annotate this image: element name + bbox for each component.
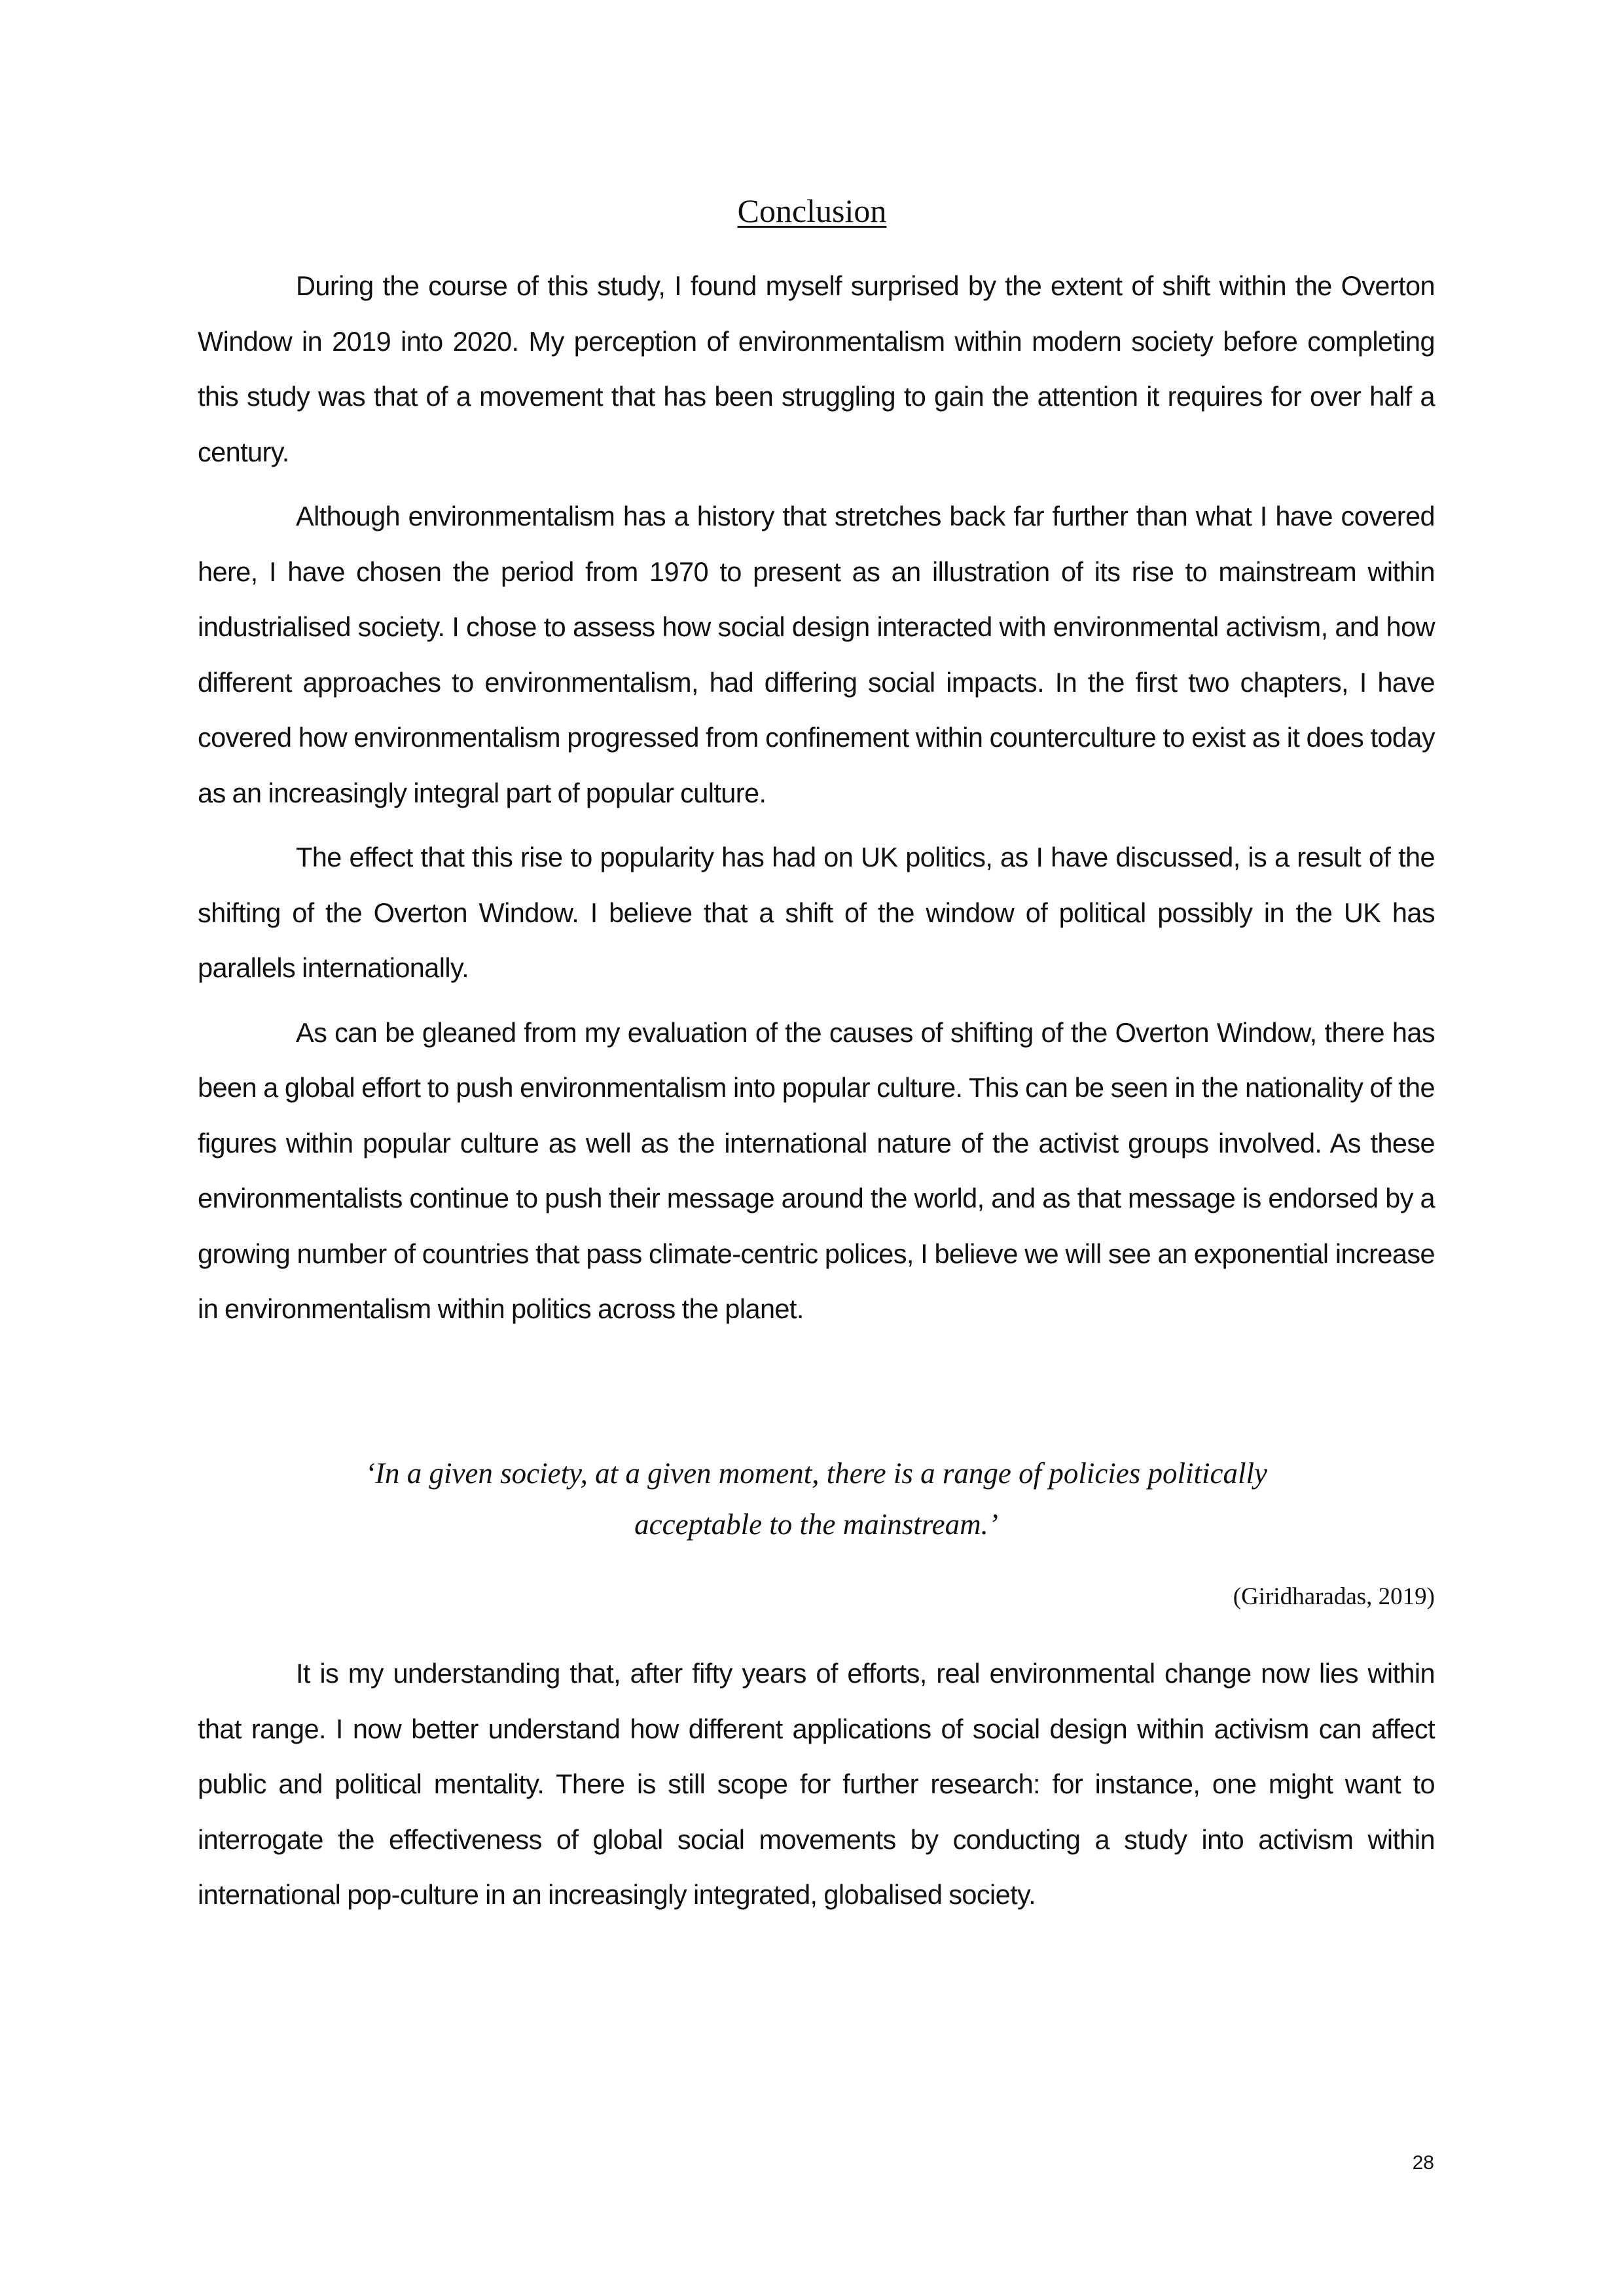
paragraph-1: During the course of this study, I found myself surprised by the extent of shift within the Overton Window in 2019 into 2020. My perception of environmentalism within modern society before completing this study was that of a movement that has been struggling to gain the attention it requires for over half a century. [198,270,1435,467]
paragraph-4: As can be gleaned from my evaluation of the causes of shifting of the Overton Window, there has been a global effort to push environmentalism into popular culture. This can be seen in the nationality of the figures within popular culture as well as the international nature of the activist groups involved. As these environmentalists continue to push their message around the world, and as that message is endorsed by a growing number of countries that pass climate-centric polices, I believe we will see an exponential increase in environmentalism within politics across the planet. [198,1016,1435,1324]
body-section-closing [198,1646,1435,1923]
page-title [0,191,1624,230]
block-quote [198,1448,1435,1550]
body-section-main [198,259,1435,1337]
page-title-text: Conclusion [737,192,887,229]
paragraph-3: The effect that this rise to popularity has had on UK politics, as I have discussed, is a result of the shifting of the Overton Window. I believe that a shift of the window of political possibly in the UK has parallels internationally. [198,842,1435,983]
page-number: 28 [1412,2152,1434,2174]
quote-line-1: ‘In a given society, at a given moment, there is a range of policies politically [365,1457,1267,1490]
paragraph-5: It is my understanding that, after fifty years of efforts, real environmental change now lies within that range. I now better understand how different applications of social design within activism can affect public and political mentality. There is still scope for further research: for instance, one might want to interrogate the effectiveness of global social movements by conducting a study into activism within international pop-culture in an increasingly integrated, globalised society. [198,1658,1435,1910]
quote-citation: (Giridharadas, 2019) [1233,1583,1435,1610]
quote-line-2: acceptable to the mainstream.’ [634,1508,998,1541]
paragraph-2: Although environmentalism has a history that stretches back far further than what I have covered here, I have chosen the period from 1970 to present as an illustration of its rise to mainstream within industrialised society. I chose to assess how social design interacted with environmental activism, and how different approaches to environmentalism, had differing social impacts. In the first two chapters, I have covered how environmentalism progressed from confinement within counterculture to exist as it does today as an increasingly integral part of popular culture. [198,501,1435,808]
